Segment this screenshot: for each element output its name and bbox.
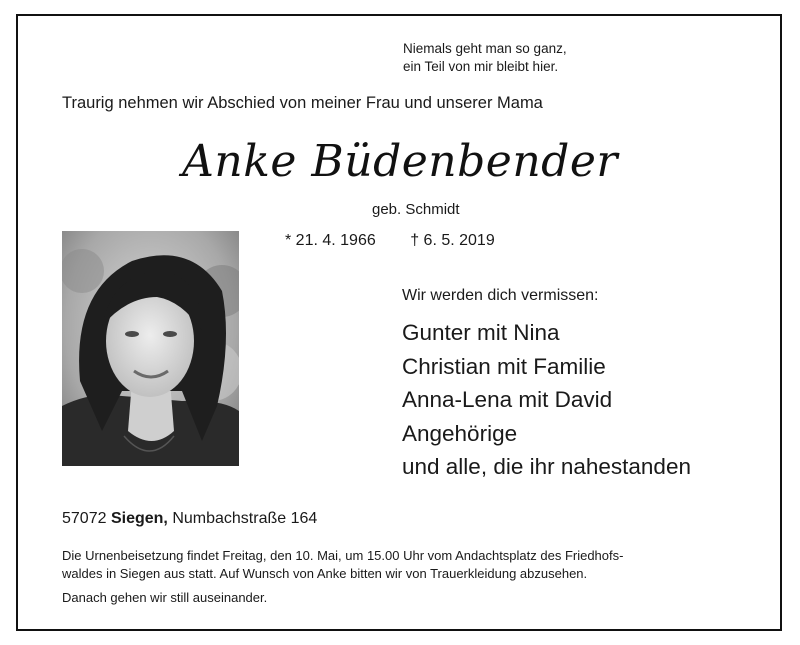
- birth-date: * 21. 4. 1966: [285, 232, 376, 249]
- birth-name: geb. Schmidt: [372, 201, 460, 218]
- mourners-list: [402, 316, 691, 484]
- mourners-heading: Wir werden dich vermissen:: [402, 287, 599, 304]
- address-zip: 57072: [62, 510, 107, 527]
- burial-notice-line-2: waldes in Siegen aus statt. Auf Wunsch von Anke bitten wir von Trauerkleidung abzusehen.: [62, 565, 588, 581]
- portrait-photo: [62, 231, 239, 466]
- mourner-name: Angehörige: [402, 420, 518, 446]
- intro-text: Traurig nehmen wir Abschied von meiner Frau und unserer Mama: [62, 94, 543, 112]
- deceased-name: Anke Büdenbender: [182, 136, 618, 187]
- closing-note: Danach gehen wir still auseinander.: [62, 590, 268, 605]
- death-date: † 6. 5. 2019: [410, 232, 495, 249]
- address-city: Siegen,: [110, 510, 168, 527]
- quote: [403, 40, 567, 76]
- quote-line-1: Niemals geht man so ganz,: [403, 41, 567, 56]
- burial-notice-line-1: Die Urnenbeisetzung findet Freitag, den 10. Mai, um 15.00 Uhr vom Andachtsplatz des Friedhofs-: [62, 548, 624, 563]
- mourner-name: Anna-Lena mit David: [402, 387, 613, 412]
- mourner-name: Christian mit Familie: [402, 353, 606, 379]
- address-street: Numbachstraße 164: [172, 510, 318, 527]
- life-dates: [285, 232, 495, 250]
- quote-line-2: ein Teil von mir bleibt hier.: [403, 59, 559, 74]
- address: [62, 510, 317, 528]
- mourner-name: Gunter mit Nina: [402, 320, 560, 345]
- mourner-name: und alle, die ihr nahestanden: [402, 454, 691, 479]
- burial-notice: [62, 547, 623, 582]
